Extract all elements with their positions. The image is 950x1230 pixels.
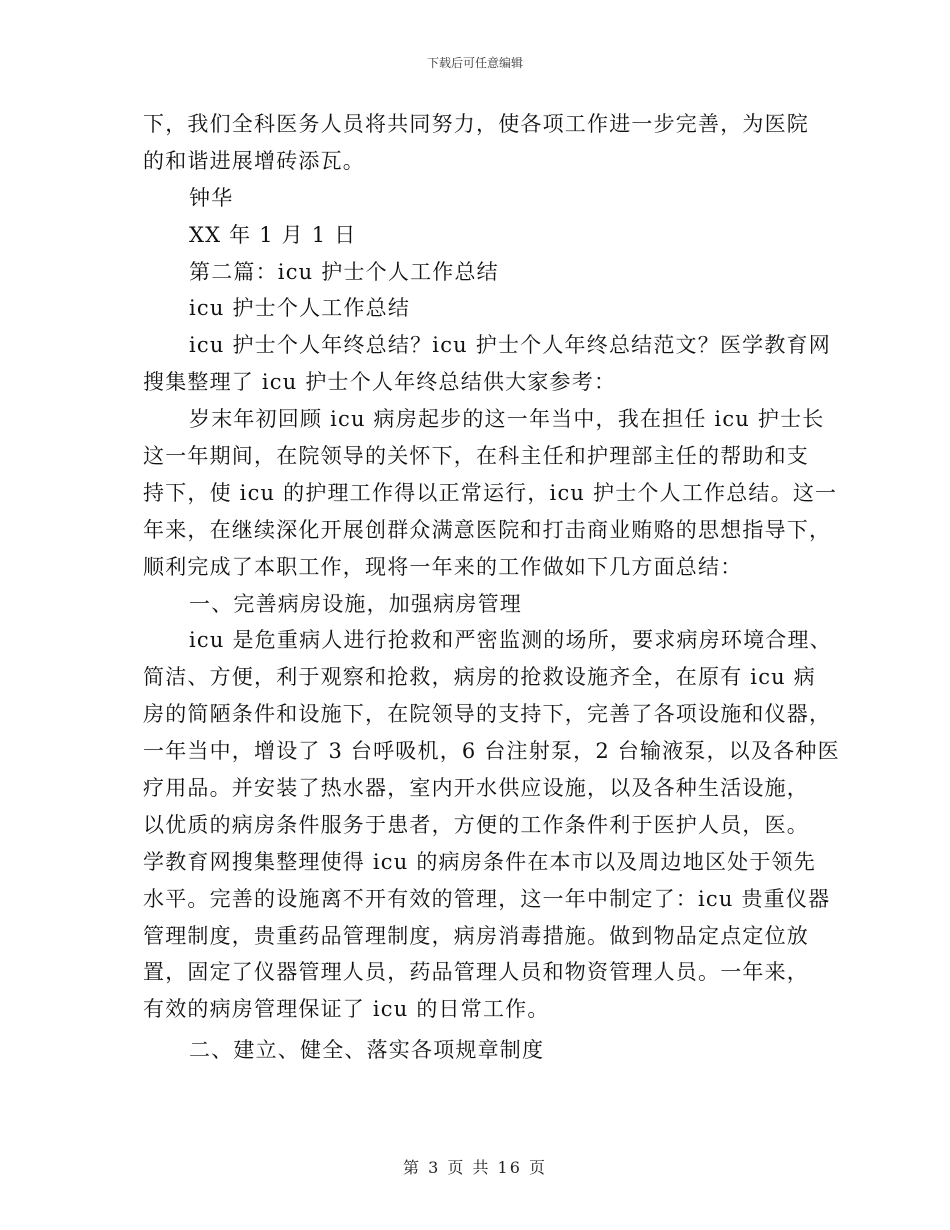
body-line: 置，固定了仪器管理人员，药品管理人员和物资管理人员。一年来， [143,960,809,985]
body-line: 这一年期间，在院领导的关怀下，在科主任和护理部主任的帮助和支 [143,444,809,469]
body-line: 以优质的病房条件服务于患者，方便的工作条件利于医护人员，医。 [143,812,809,837]
body-line: 搜集整理了 icu 护士个人年终总结供大家参考： [143,370,617,395]
signature-name: 钟华 [189,185,234,210]
body-line: 下，我们全科医务人员将共同努力，使各项工作进一步完善，为医院 [143,112,809,136]
body-line: 顺利完成了本职工作，现将一年来的工作做如下几方面总结： [143,554,743,579]
body-line: 学教育网搜集整理使得 icu 的病房条件在本市以及周边地区处于领先 [143,849,816,874]
document-body [143,106,840,1069]
body-line: 持下，使 icu 的护理工作得以正常运行，icu 护士个人工作总结。这一 [143,480,838,505]
page-number-footer: 第 3 页 共 16 页 [403,1158,547,1177]
body-line: icu 是危重病人进行抢救和严密监测的场所，要求病房环境合理、 [189,628,832,653]
body-line: 管理制度，贵重药品管理制度，病房消毒措施。做到物品定点定位放 [143,923,809,948]
body-line: 有效的病房管理保证了 icu 的日常工作。 [143,997,550,1022]
body-line: 一年当中，增设了 3 台呼吸机，6 台注射泵，2 台输液泵，以及各种医 [143,739,840,764]
section-heading: 二、建立、健全、落实各项规章制度 [189,1038,545,1063]
header-note: 下载后可任意编辑 [426,56,523,70]
signature-date: XX 年 1 月 1 日 [189,222,357,247]
body-line: icu 护士个人年终总结？icu 护士个人年终总结范文？医学教育网 [189,333,831,358]
body-line: 岁末年初回顾 icu 病房起步的这一年当中，我在担任 icu 护士长 [189,407,825,432]
section-title: 第二篇：icu 护士个人工作总结 [189,259,499,284]
section-heading: 一、完善病房设施，加强病房管理 [189,591,522,616]
body-line: 疗用品。并安装了热水器，室内开水供应设施，以及各种生活设施， [143,776,809,801]
body-line: 房的简陋条件和设施下，在院领导的支持下，完善了各项设施和仪器， [143,702,832,727]
document-subtitle: icu 护士个人工作总结 [189,296,411,321]
body-line: 年来，在继续深化开展创群众满意医院和打击商业贿赂的思想指导下， [143,517,832,542]
body-line: 水平。完善的设施离不开有效的管理，这一年中制定了：icu 贵重仪器 [143,886,831,911]
body-line: 简洁、方便，利于观察和抢救，病房的抢救设施齐全，在原有 icu 病 [143,665,816,690]
body-line: 的和谐进展增砖添瓦。 [143,148,365,173]
